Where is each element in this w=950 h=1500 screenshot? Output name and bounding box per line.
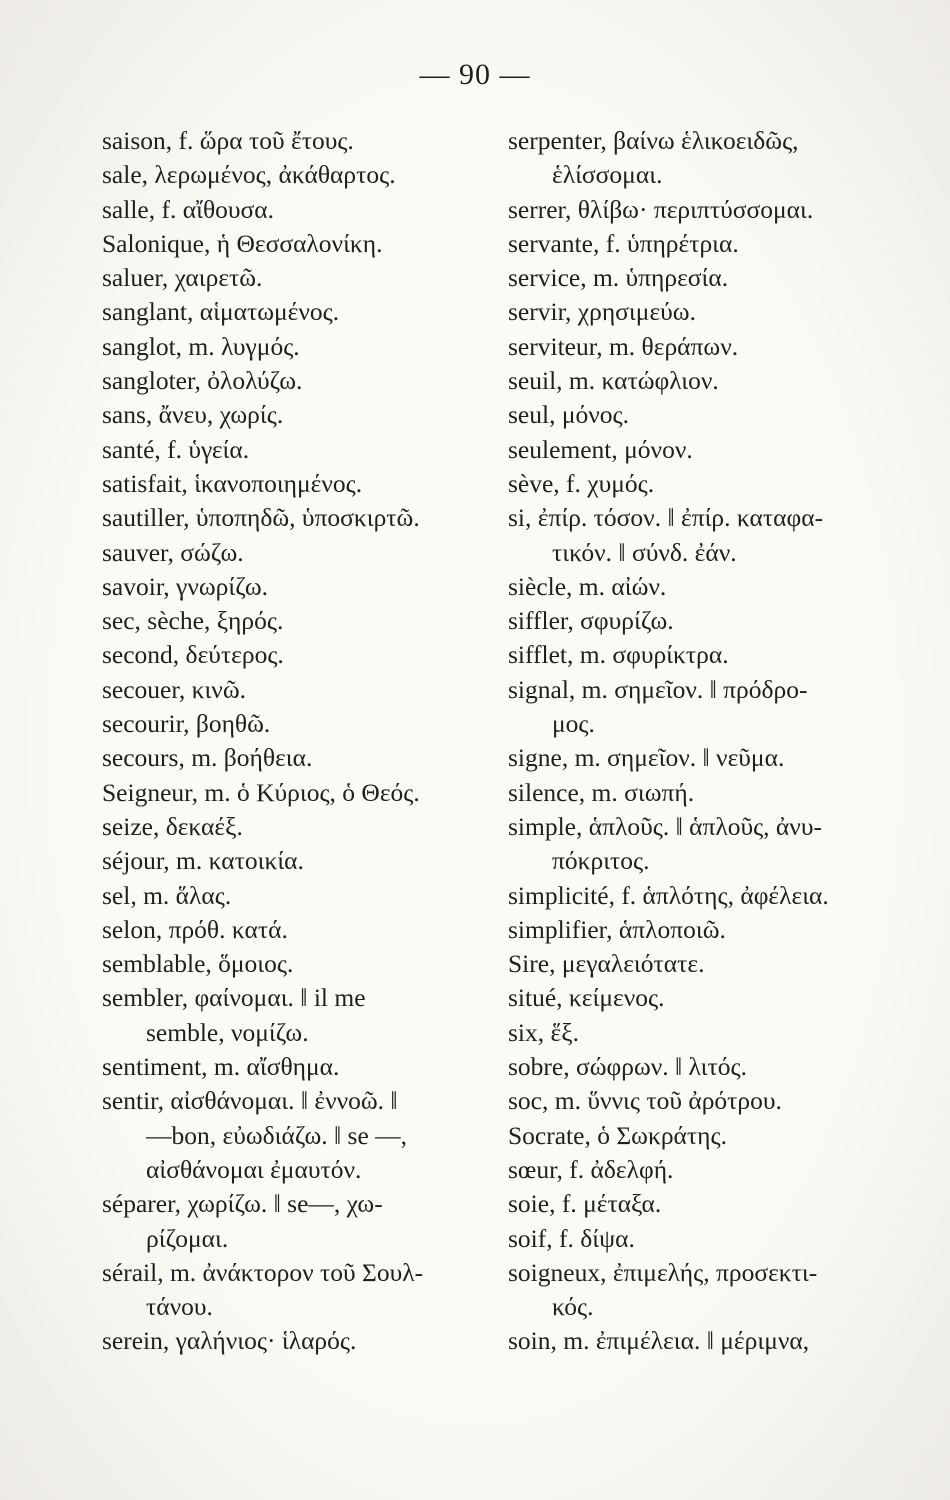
- dictionary-entry-line: siffler, σφυρίζω.: [508, 606, 674, 636]
- dictionary-entry-line: si, ἐπίρ. τόσον. ‖ ἐπίρ. καταφα-: [508, 503, 824, 533]
- dictionary-entry-line: sans, ἄνευ, χωρίς.: [102, 400, 284, 430]
- entry-continuation-line: τάνου.: [146, 1292, 213, 1322]
- entry-continuation-line: ἑλίσσομαι.: [552, 160, 663, 190]
- dictionary-entry-line: sève, f. χυμός.: [508, 468, 655, 498]
- dictionary-entry-line: sobre, σώφρων. ‖ λιτός.: [508, 1052, 747, 1082]
- dictionary-entry-line: silence, m. σιωπή.: [508, 777, 695, 807]
- dictionary-entry-line: soc, m. ὕννις τοῦ ἀρότρου.: [508, 1086, 782, 1116]
- dictionary-entry-line: second, δεύτερος.: [102, 640, 284, 670]
- dictionary-entry-line: semblable, ὅμοιος.: [102, 949, 294, 979]
- dictionary-entry-line: sautiller, ὑποπηδῶ, ὑποσκιρτῶ.: [102, 503, 420, 533]
- entry-continuation-line: ρίζομαι.: [146, 1223, 229, 1253]
- dictionary-entry-line: sentiment, m. αἴσθημα.: [102, 1052, 340, 1082]
- page-number: — 90 —: [419, 58, 531, 91]
- dictionary-entry-line: selon, πρόθ. κατά.: [102, 914, 288, 944]
- dictionary-entry-line: sangloter, ὀλολύζω.: [102, 366, 303, 396]
- dictionary-entry-line: saluer, χαιρετῶ.: [102, 263, 263, 293]
- dictionary-entry-line: serein, γαλήνιος· ἱλαρός.: [102, 1326, 357, 1356]
- dictionary-entry-line: soie, f. μέταξα.: [508, 1189, 662, 1219]
- dictionary-entry-line: sale, λερωμένος, ἀκάθαρτος.: [102, 160, 396, 190]
- dictionary-entry-line: secours, m. βοήθεια.: [102, 743, 313, 773]
- dictionary-entry-line: seulement, μόνον.: [508, 434, 693, 464]
- dictionary-entry-line: Sire, μεγαλειότατε.: [508, 949, 705, 979]
- entry-continuation-line: —bon, εὐωδιάζω. ‖ se —,: [146, 1120, 408, 1150]
- dictionary-entry-line: simplicité, f. ἁπλότης, ἀφέλεια.: [508, 880, 829, 910]
- dictionary-entry-line: six, ἕξ.: [508, 1017, 579, 1047]
- dictionary-entry-line: sanglant, αἱματωμένος.: [102, 297, 340, 327]
- entry-continuation-line: τικόν. ‖ σύνδ. ἐάν.: [552, 537, 737, 567]
- dictionary-entry-line: sembler, φαίνομαι. ‖ il me: [102, 983, 366, 1013]
- dictionary-entry-line: sifflet, m. σφυρίκτρα.: [508, 640, 729, 670]
- dictionary-entry-line: sel, m. ἅλας.: [102, 880, 232, 910]
- entry-continuation-line: semble, νομίζω.: [146, 1017, 309, 1047]
- entry-continuation-line: πόκριτος.: [552, 846, 650, 876]
- dictionary-entry-line: servante, f. ὑπηρέτρια.: [508, 228, 739, 258]
- dictionary-entry-line: sentir, αἰσθάνομαι. ‖ ἐννοῶ. ‖: [102, 1086, 398, 1116]
- dictionary-entry-line: secourir, βοηθῶ.: [102, 709, 271, 739]
- dictionary-entry-line: seuil, m. κατώφλιον.: [508, 366, 719, 396]
- dictionary-entry-line: sérail, m. ἀνάκτορον τοῦ Σουλ-: [102, 1257, 424, 1287]
- dictionary-entry-line: serpenter, βαίνω ἑλικοειδῶς,: [508, 126, 799, 155]
- dictionary-entry-line: seize, δεκαέξ.: [102, 811, 243, 841]
- dictionary-entry-line: savoir, γνωρίζω.: [102, 571, 269, 601]
- dictionary-entry-line: séjour, m. κατοικία.: [102, 846, 304, 876]
- dictionary-entry-line: soif, f. δίψα.: [508, 1223, 635, 1253]
- dictionary-entry-line: sec, sèche, ξηρός.: [102, 606, 284, 636]
- dictionary-entry-line: Socrate, ὁ Σωκράτης.: [508, 1120, 727, 1150]
- dictionary-entry-line: séparer, χωρίζω. ‖ se—, χω-: [102, 1189, 383, 1219]
- dictionary-entry-line: sœur, f. ἀδελφή.: [508, 1154, 674, 1184]
- dictionary-entry-line: seul, μόνος.: [508, 400, 630, 430]
- dictionary-entry-line: serrer, θλίβω· περιπτύσσομαι.: [508, 194, 814, 224]
- dictionary-entry-line: signal, m. σημεῖον. ‖ πρόδρο-: [508, 674, 808, 704]
- dictionary-entry-line: soigneux, ἐπιμελής, προσεκτι-: [508, 1257, 818, 1287]
- dictionary-entry-line: Salonique, ἡ Θεσσαλονίκη.: [102, 228, 383, 258]
- dictionary-entry-line: Seigneur, m. ὁ Κύριος, ὁ Θεός.: [102, 777, 420, 807]
- dictionary-entry-line: signe, m. σημεῖον. ‖ νεῦμα.: [508, 743, 785, 773]
- dictionary-entry-line: simple, ἁπλοῦς. ‖ ἁπλοῦς, ἀνυ-: [508, 811, 822, 841]
- dictionary-entry-line: saison, f. ὥρα τοῦ ἔτους.: [102, 126, 354, 155]
- dictionary-entry-line: sanglot, m. λυγμός.: [102, 331, 300, 361]
- dictionary-entry-line: siècle, m. αἰών.: [508, 571, 667, 601]
- right-column: [508, 124, 898, 1359]
- dictionary-entry-line: secouer, κινῶ.: [102, 674, 246, 704]
- entry-continuation-line: κός.: [552, 1292, 594, 1322]
- entry-continuation-line: μος.: [552, 709, 595, 739]
- dictionary-entry-line: salle, f. αἴθουσα.: [102, 194, 275, 224]
- dictionary-entry-line: situé, κείμενος.: [508, 983, 665, 1013]
- dictionary-entry-line: serviteur, m. θεράπων.: [508, 331, 739, 361]
- dictionary-entry-line: sauver, σώζω.: [102, 537, 244, 567]
- dictionary-entry-line: satisfait, ἱκανοποιημένος.: [102, 468, 363, 498]
- dictionary-entry-line: santé, f. ὑγεία.: [102, 434, 250, 464]
- dictionary-entry-line: service, m. ὑπηρεσία.: [508, 263, 729, 293]
- dictionary-entry-line: servir, χρησιμεύω.: [508, 297, 696, 327]
- dictionary-entry-line: simplifier, ἁπλοποιῶ.: [508, 914, 726, 944]
- left-column: [102, 124, 482, 1359]
- dictionary-entry-line: soin, m. ἐπιμέλεια. ‖ μέριμνα,: [508, 1326, 810, 1356]
- entry-continuation-line: αἰσθάνομαι ἐμαυτόν.: [146, 1154, 362, 1184]
